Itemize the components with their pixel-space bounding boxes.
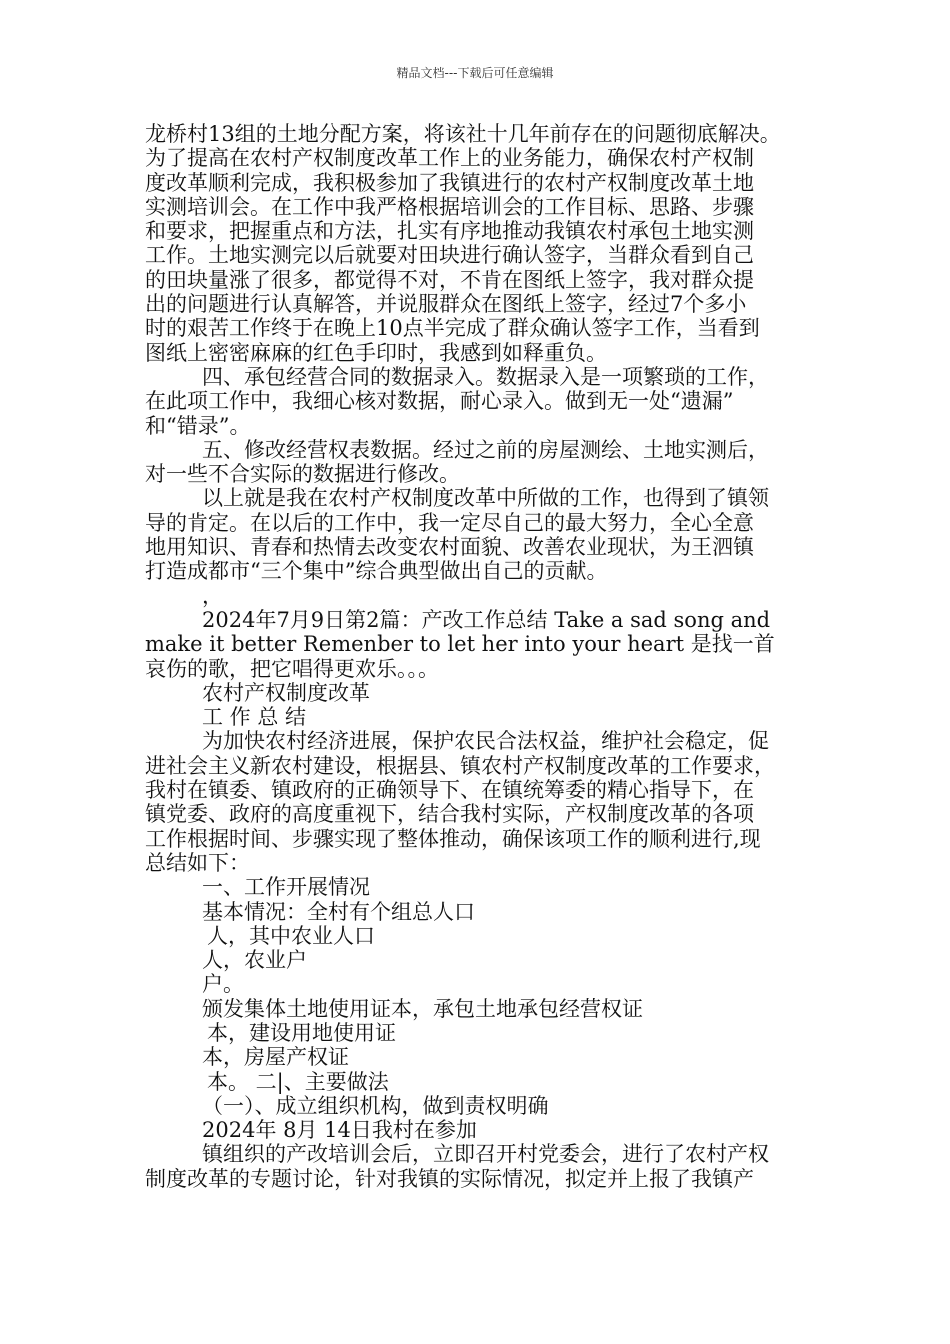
text-line: make it better Remenber to let her into your heart 是找一首 (145, 632, 775, 657)
text-line: 为加快农村经济进展，保护农民合法权益，维护社会稳定，促 (202, 729, 769, 754)
text-line: 打造成都市“三个集中”综合典型做出自己的贡献。 (145, 559, 608, 584)
text-line: 农村产权制度改革 (202, 680, 370, 705)
text-line: 基本情况：全村有个组总人口 (202, 899, 475, 924)
text-line: 图纸上密密麻麻的红色手印时，我感到如释重负。 (145, 340, 607, 365)
text-line: 2024年7月9日第2篇：产改工作总结 Take a sad song and (202, 607, 771, 632)
text-line: 导的肯定。在以后的工作中，我一定尽自己的最大努力，全心全意 (145, 510, 754, 535)
text-line: （一）、成立组织机构，做到责权明确 (202, 1093, 549, 1118)
text-line: 总结如下： (145, 850, 250, 875)
text-line: 本，建设用地使用证 (207, 1020, 396, 1045)
text-line: 为了提高在农村产权制度改革工作上的业务能力，确保农村产权制 (145, 146, 754, 171)
text-line: 人，其中农业人口 (207, 923, 375, 948)
text-line: 时的艰苦工作终于在晚上10点半完成了群众确认签字工作，当看到 (145, 316, 760, 341)
text-line: 在此项工作中，我细心核对数据，耐心录入。做到无一处“遗漏” (145, 389, 734, 414)
text-line: 本。 二|、主要做法 (207, 1069, 389, 1094)
text-line: 度改革顺利完成，我积极参加了我镇进行的农村产权制度改革土地 (145, 170, 754, 195)
text-line: 2024年 8月 14日我村在参加 (202, 1118, 477, 1143)
text-line: 四、承包经营合同的数据录入。数据录入是一项繁琐的工作， (202, 364, 769, 389)
text-line: 工作根据时间、步骤实现了整体推动，确保该项工作的顺利进行,现 (145, 826, 761, 851)
document-body (145, 122, 815, 1191)
text-line: ， (202, 583, 223, 608)
text-line: 我村在镇委、镇政府的正确领导下、在镇统筹委的精心指导下，在 (145, 778, 754, 803)
text-line: 工 作 总 结 (202, 705, 307, 730)
text-line: 哀伤的歌，把它唱得更欢乐。。。 (145, 656, 439, 681)
text-line: 地用知识、青春和热情去改变农村面貌、改善农业现状，为王泗镇 (145, 535, 754, 560)
text-line: 出的问题进行认真解答，并说服群众在图纸上签字，经过7个多小 (145, 292, 747, 317)
text-line: 制度改革的专题讨论，针对我镇的实际情况，拟定并上报了我镇产 (145, 1166, 754, 1191)
text-line: 以上就是我在农村产权制度改革中所做的工作，也得到了镇领 (202, 486, 769, 511)
text-line: 和要求，把握重点和方法，扎实有序地推动我镇农村承包土地实测 (145, 219, 754, 244)
text-line: 颁发集体土地使用证本，承包土地承包经营权证 (202, 996, 643, 1021)
text-line: 户。 (202, 972, 244, 997)
text-line: 人，农业户 (202, 948, 307, 973)
text-line: 实测培训会。在工作中我严格根据培训会的工作目标、思路、步骤 (145, 194, 754, 219)
page-header: 精品文档---下载后可任意编辑 (396, 66, 554, 80)
text-line: 工作。土地实测完以后就要对田块进行确认签字，当群众看到自己 (145, 243, 754, 268)
text-line: 镇党委、政府的高度重视下，结合我村实际，产权制度改革的各项 (145, 802, 754, 827)
text-line: 本，房屋产权证 (202, 1045, 349, 1070)
text-line: 对一些不合实际的数据进行修改。 (145, 462, 460, 487)
text-line: 一、工作开展情况 (202, 875, 370, 900)
text-line: 进社会主义新农村建设，根据县、镇农村产权制度改革的工作要求， (145, 753, 775, 778)
text-line: 镇组织的产改培训会后，立即召开村党委会，进行了农村产权 (202, 1142, 769, 1167)
text-line: 的田块量涨了很多，都觉得不对，不肯在图纸上签字，我对群众提 (145, 267, 754, 292)
text-line: 五、修改经营权表数据。经过之前的房屋测绘、土地实测后， (202, 437, 769, 462)
text-line: 和“错录”。 (145, 413, 251, 438)
text-line: 龙桥村13组的土地分配方案，将该社十几年前存在的问题彻底解决。 (145, 122, 781, 146)
